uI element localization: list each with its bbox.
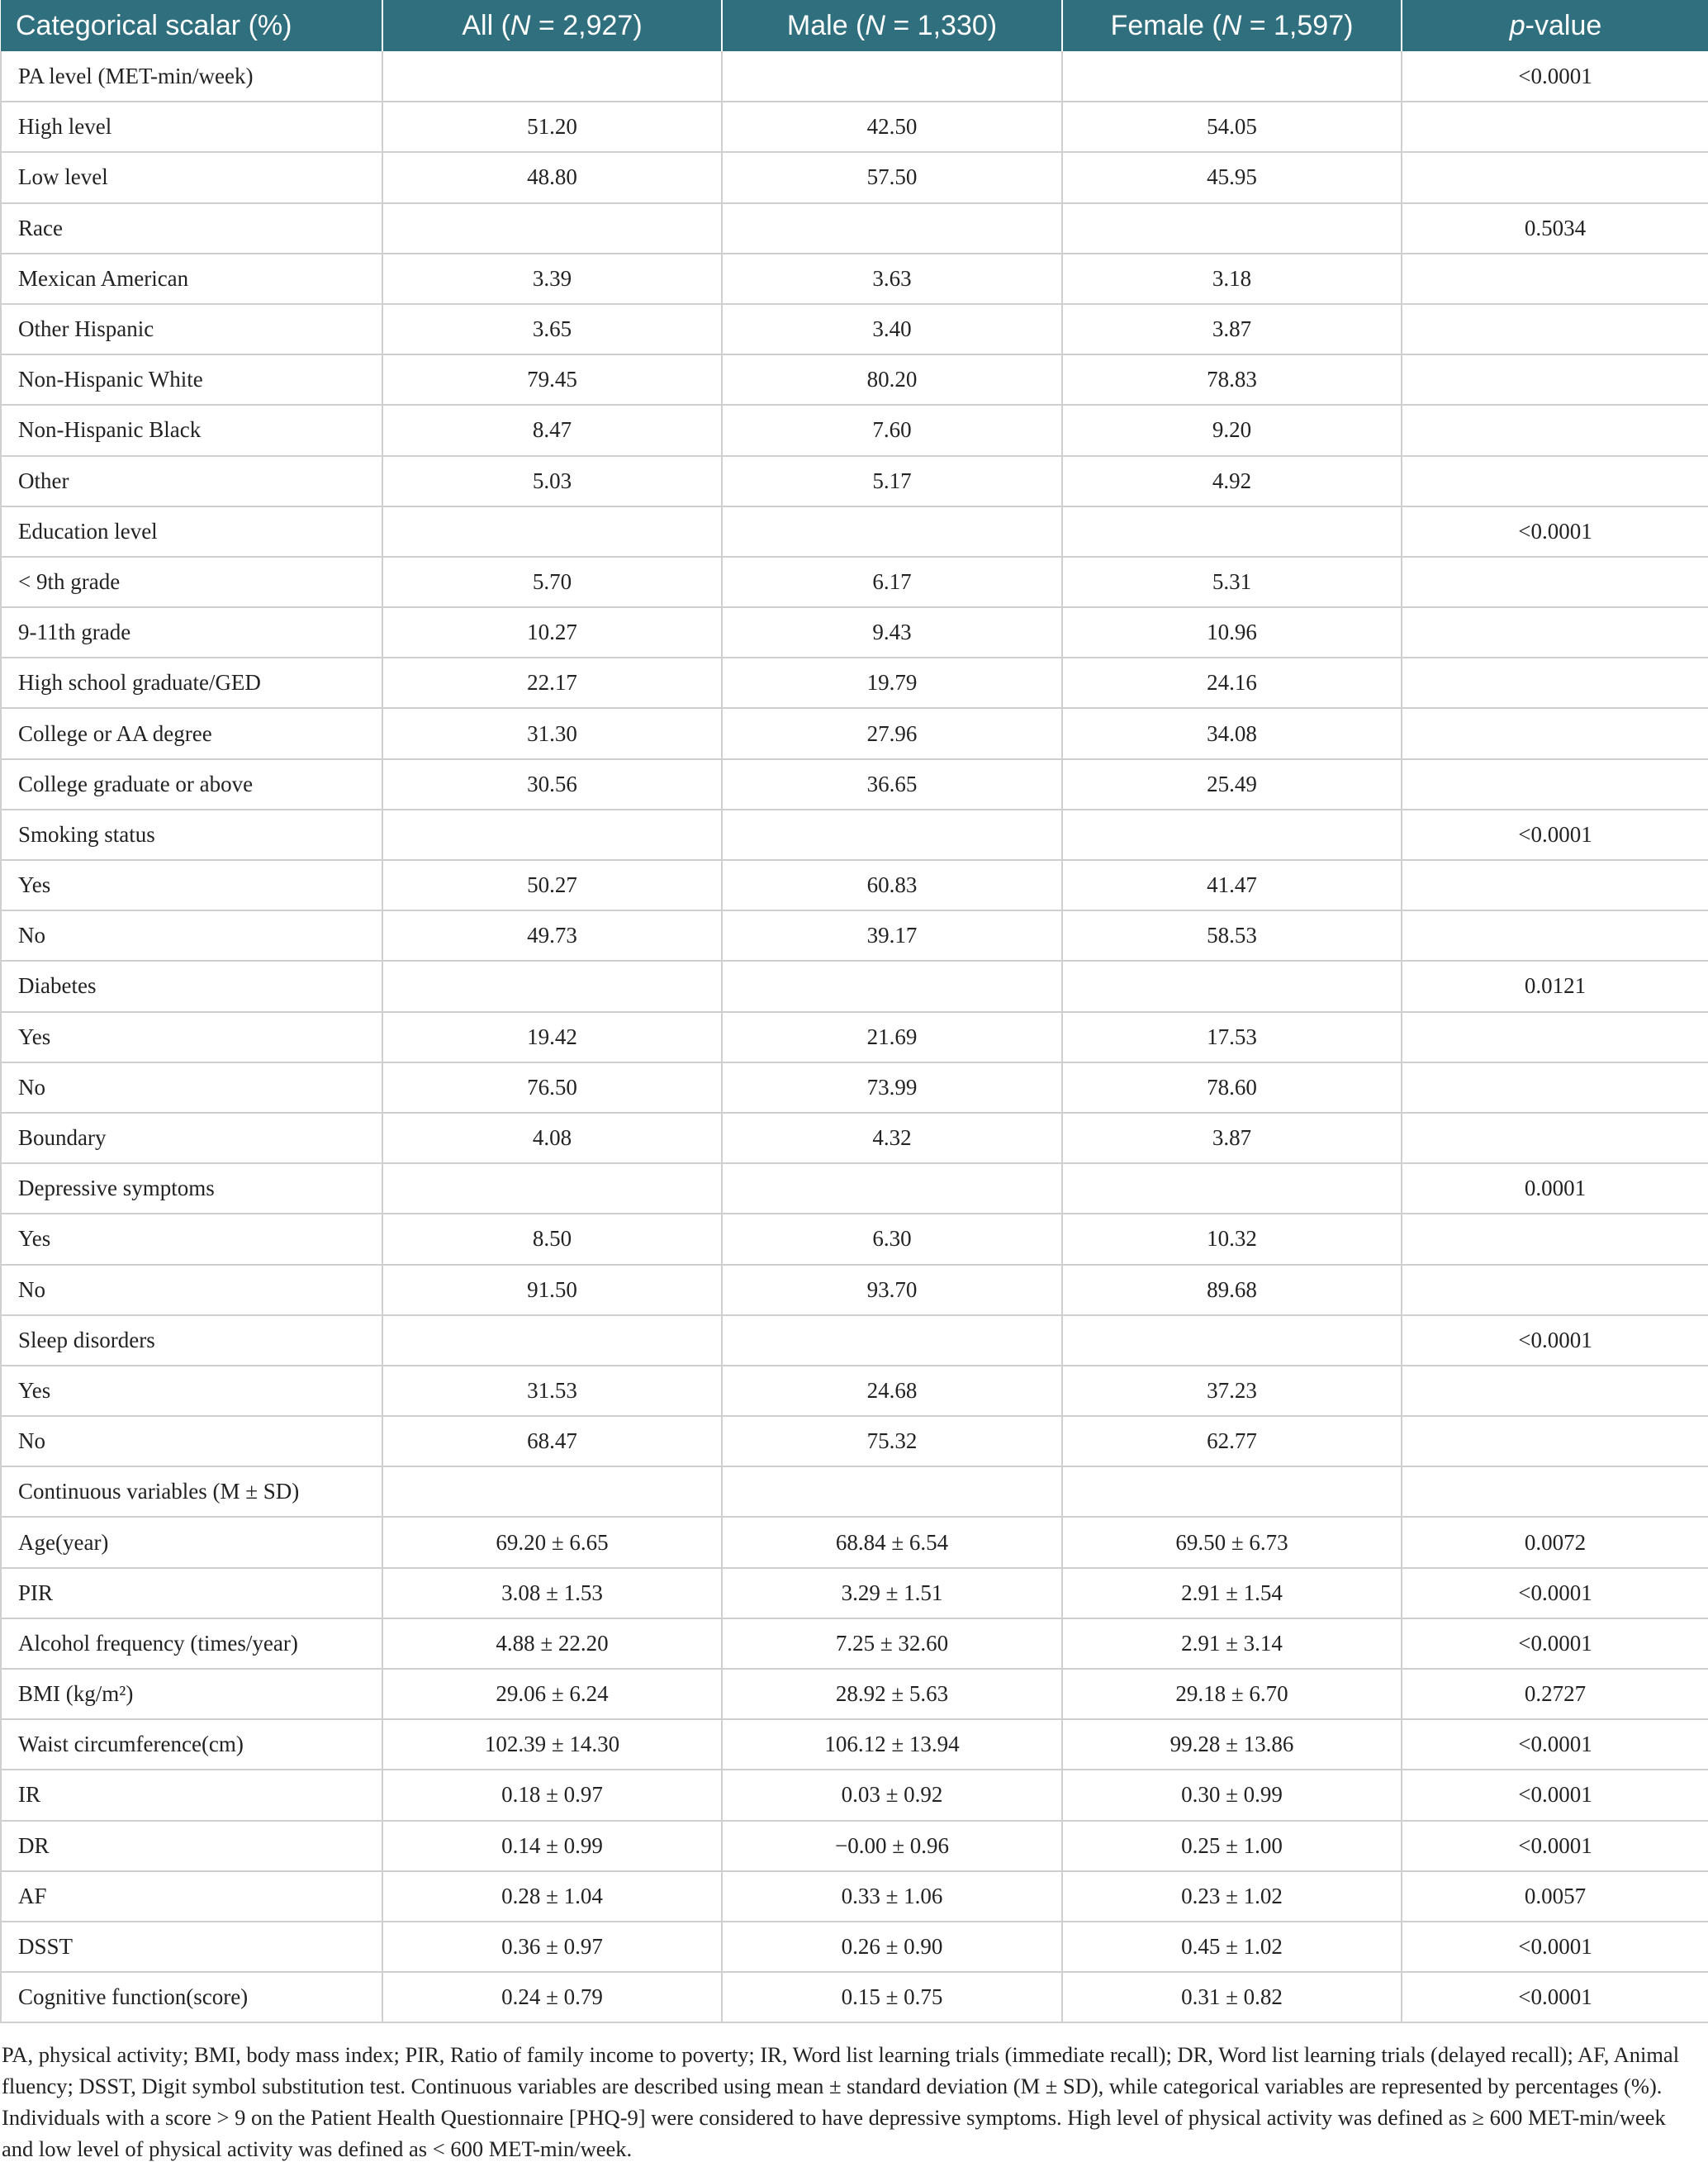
- cell-all: 8.47: [382, 405, 722, 455]
- cell-male: [722, 961, 1062, 1011]
- cell-p-value: [1402, 1113, 1708, 1163]
- cell-male: 3.40: [722, 304, 1062, 354]
- cell-male: 73.99: [722, 1062, 1062, 1113]
- cell-all: 69.20 ± 6.65: [382, 1517, 722, 1567]
- cell-male: 60.83: [722, 860, 1062, 910]
- row-label: No: [1, 1062, 382, 1113]
- table-row: [1, 405, 1708, 455]
- cell-male: 24.68: [722, 1366, 1062, 1416]
- table-row: [1, 1922, 1708, 1972]
- cell-all: [382, 1315, 722, 1366]
- row-label: Cognitive function(score): [1, 1972, 382, 2022]
- cell-all: 0.18 ± 0.97: [382, 1770, 722, 1820]
- cell-male: 7.60: [722, 405, 1062, 455]
- cell-female: 9.20: [1062, 405, 1402, 455]
- cell-female: 34.08: [1062, 708, 1402, 758]
- row-label: Alcohol frequency (times/year): [1, 1618, 382, 1669]
- table-row: [1, 1821, 1708, 1871]
- cell-female: 3.87: [1062, 304, 1402, 354]
- cell-p-value: 0.0001: [1402, 1163, 1708, 1214]
- row-label: College graduate or above: [1, 759, 382, 810]
- cell-all: 3.39: [382, 254, 722, 304]
- cell-male: 39.17: [722, 910, 1062, 961]
- cell-all: [382, 810, 722, 860]
- cell-p-value: <0.0001: [1402, 1972, 1708, 2022]
- table-row: [1, 1062, 1708, 1113]
- cell-female: 78.83: [1062, 354, 1402, 405]
- cell-all: 5.70: [382, 557, 722, 607]
- cell-male: [722, 1466, 1062, 1517]
- cell-male: [722, 51, 1062, 102]
- cell-all: 10.27: [382, 607, 722, 658]
- table-row: [1, 1517, 1708, 1567]
- cell-p-value: 0.0057: [1402, 1871, 1708, 1922]
- table-row: [1, 810, 1708, 860]
- cell-male: 5.17: [722, 456, 1062, 506]
- cell-p-value: 0.2727: [1402, 1669, 1708, 1719]
- cell-p-value: 0.5034: [1402, 203, 1708, 254]
- cell-all: 4.08: [382, 1113, 722, 1163]
- row-label: IR: [1, 1770, 382, 1820]
- cell-all: [382, 961, 722, 1011]
- row-label: Non-Hispanic White: [1, 354, 382, 405]
- cell-p-value: <0.0001: [1402, 1315, 1708, 1366]
- cell-female: 5.31: [1062, 557, 1402, 607]
- row-label: Smoking status: [1, 810, 382, 860]
- cell-female: [1062, 506, 1402, 557]
- table-row: [1, 961, 1708, 1011]
- cell-p-value: [1402, 456, 1708, 506]
- table-row: [1, 1163, 1708, 1214]
- cell-p-value: [1402, 304, 1708, 354]
- row-label: Other: [1, 456, 382, 506]
- cell-female: 3.87: [1062, 1113, 1402, 1163]
- table-row: [1, 152, 1708, 202]
- cell-all: 0.36 ± 0.97: [382, 1922, 722, 1972]
- row-label: Diabetes: [1, 961, 382, 1011]
- cell-female: 10.96: [1062, 607, 1402, 658]
- cell-female: 25.49: [1062, 759, 1402, 810]
- table-row: [1, 759, 1708, 810]
- header-p-value: p-value: [1402, 0, 1708, 51]
- cell-female: 45.95: [1062, 152, 1402, 202]
- cell-all: 48.80: [382, 152, 722, 202]
- cell-p-value: <0.0001: [1402, 1821, 1708, 1871]
- cell-female: 58.53: [1062, 910, 1402, 961]
- cell-male: [722, 203, 1062, 254]
- cell-female: 0.31 ± 0.82: [1062, 1972, 1402, 2022]
- cell-female: 4.92: [1062, 456, 1402, 506]
- table-row: [1, 203, 1708, 254]
- cell-all: 79.45: [382, 354, 722, 405]
- cell-female: 62.77: [1062, 1416, 1402, 1466]
- cell-male: 3.29 ± 1.51: [722, 1568, 1062, 1618]
- cell-all: 31.53: [382, 1366, 722, 1416]
- row-label: 9-11th grade: [1, 607, 382, 658]
- row-label: Yes: [1, 1366, 382, 1416]
- cell-p-value: [1402, 658, 1708, 708]
- cell-p-value: 0.0121: [1402, 961, 1708, 1011]
- cell-p-value: [1402, 1214, 1708, 1264]
- row-label: Education level: [1, 506, 382, 557]
- cell-male: 21.69: [722, 1012, 1062, 1062]
- row-label: Age(year): [1, 1517, 382, 1567]
- table-row: [1, 1568, 1708, 1618]
- cell-all: [382, 1163, 722, 1214]
- cell-female: 69.50 ± 6.73: [1062, 1517, 1402, 1567]
- cell-all: 4.88 ± 22.20: [382, 1618, 722, 1669]
- cell-female: [1062, 961, 1402, 1011]
- cell-p-value: <0.0001: [1402, 1922, 1708, 1972]
- row-label: Waist circumference(cm): [1, 1719, 382, 1770]
- cell-male: 9.43: [722, 607, 1062, 658]
- cell-female: [1062, 203, 1402, 254]
- cell-all: 49.73: [382, 910, 722, 961]
- cell-female: 41.47: [1062, 860, 1402, 910]
- header-male: Male (N = 1,330): [722, 0, 1062, 51]
- cell-all: 3.08 ± 1.53: [382, 1568, 722, 1618]
- row-label: AF: [1, 1871, 382, 1922]
- row-label: Race: [1, 203, 382, 254]
- cell-male: 3.63: [722, 254, 1062, 304]
- cell-all: [382, 203, 722, 254]
- table-row: [1, 1618, 1708, 1669]
- cell-male: 57.50: [722, 152, 1062, 202]
- cell-p-value: <0.0001: [1402, 51, 1708, 102]
- row-label: High school graduate/GED: [1, 658, 382, 708]
- cell-female: 0.45 ± 1.02: [1062, 1922, 1402, 1972]
- table-row: [1, 860, 1708, 910]
- cell-female: 0.23 ± 1.02: [1062, 1871, 1402, 1922]
- row-label: Sleep disorders: [1, 1315, 382, 1366]
- cell-female: [1062, 1315, 1402, 1366]
- cell-female: 78.60: [1062, 1062, 1402, 1113]
- table-row: [1, 1113, 1708, 1163]
- cell-all: 102.39 ± 14.30: [382, 1719, 722, 1770]
- cell-male: 0.33 ± 1.06: [722, 1871, 1062, 1922]
- table-row: [1, 1416, 1708, 1466]
- cell-female: 29.18 ± 6.70: [1062, 1669, 1402, 1719]
- row-label: DR: [1, 1821, 382, 1871]
- header-categorical-scalar: Categorical scalar (%): [1, 0, 382, 51]
- table-row: [1, 1972, 1708, 2022]
- cell-female: 2.91 ± 1.54: [1062, 1568, 1402, 1618]
- cell-all: 3.65: [382, 304, 722, 354]
- row-label: No: [1, 1416, 382, 1466]
- row-label: Yes: [1, 1012, 382, 1062]
- table-row: [1, 456, 1708, 506]
- table-row: [1, 506, 1708, 557]
- cell-p-value: <0.0001: [1402, 506, 1708, 557]
- row-label: Low level: [1, 152, 382, 202]
- table-footnote: PA, physical activity; BMI, body mass index; PIR, Ratio of family income to poverty; IR, Word list learning trials (immediate recall); DR, Word list learning trials (delayed recall); AF, Animal fluency; DSST, Digit symbol substitution test. Continuous variables are described using mean ± standard deviation (M ± SD), while categorical variables are represented by percentages (%). Individuals with a score > 9 on the Patient Health Questionnaire [PHQ-9] were considered to have depressive symptoms. High level of physical activity was defined as ≥ 600 MET-min/week and low level of physical activity was defined as < 600 MET-min/week.: [2, 2042, 1680, 2161]
- cell-female: 17.53: [1062, 1012, 1402, 1062]
- cell-male: [722, 810, 1062, 860]
- cell-all: 0.24 ± 0.79: [382, 1972, 722, 2022]
- cell-p-value: <0.0001: [1402, 1770, 1708, 1820]
- cell-male: 75.32: [722, 1416, 1062, 1466]
- cell-female: 24.16: [1062, 658, 1402, 708]
- header-all: All (N = 2,927): [382, 0, 722, 51]
- row-label: Non-Hispanic Black: [1, 405, 382, 455]
- cell-p-value: [1402, 152, 1708, 202]
- cell-all: 50.27: [382, 860, 722, 910]
- row-label: < 9th grade: [1, 557, 382, 607]
- cell-p-value: 0.0072: [1402, 1517, 1708, 1567]
- cell-all: [382, 1466, 722, 1517]
- table-row: [1, 304, 1708, 354]
- cell-p-value: [1402, 405, 1708, 455]
- table-row: [1, 1871, 1708, 1922]
- table-row: [1, 1265, 1708, 1315]
- cell-p-value: <0.0001: [1402, 810, 1708, 860]
- cell-all: 0.14 ± 0.99: [382, 1821, 722, 1871]
- cell-all: 91.50: [382, 1265, 722, 1315]
- row-label: DSST: [1, 1922, 382, 1972]
- table-row: [1, 1719, 1708, 1770]
- cell-male: 0.03 ± 0.92: [722, 1770, 1062, 1820]
- row-label: Yes: [1, 1214, 382, 1264]
- cell-all: 29.06 ± 6.24: [382, 1669, 722, 1719]
- cell-all: 30.56: [382, 759, 722, 810]
- cell-p-value: [1402, 1366, 1708, 1416]
- cell-male: −0.00 ± 0.96: [722, 1821, 1062, 1871]
- row-label: BMI (kg/m²): [1, 1669, 382, 1719]
- table-row: [1, 102, 1708, 152]
- row-label: No: [1, 1265, 382, 1315]
- cell-male: 28.92 ± 5.63: [722, 1669, 1062, 1719]
- cell-male: 80.20: [722, 354, 1062, 405]
- cell-all: 68.47: [382, 1416, 722, 1466]
- cell-p-value: <0.0001: [1402, 1719, 1708, 1770]
- row-label: Mexican American: [1, 254, 382, 304]
- row-label: Yes: [1, 860, 382, 910]
- row-label: Depressive symptoms: [1, 1163, 382, 1214]
- cell-female: 89.68: [1062, 1265, 1402, 1315]
- cell-male: 36.65: [722, 759, 1062, 810]
- cell-male: 6.17: [722, 557, 1062, 607]
- cell-p-value: <0.0001: [1402, 1568, 1708, 1618]
- cell-p-value: [1402, 557, 1708, 607]
- table-row: [1, 1669, 1708, 1719]
- table-row: [1, 1770, 1708, 1820]
- row-label: No: [1, 910, 382, 961]
- cell-all: [382, 51, 722, 102]
- cell-all: 19.42: [382, 1012, 722, 1062]
- cell-female: 0.30 ± 0.99: [1062, 1770, 1402, 1820]
- cell-all: [382, 506, 722, 557]
- cell-male: [722, 506, 1062, 557]
- cell-all: 5.03: [382, 456, 722, 506]
- table-row: [1, 1012, 1708, 1062]
- cell-female: 99.28 ± 13.86: [1062, 1719, 1402, 1770]
- table-row: [1, 1466, 1708, 1517]
- cell-female: 2.91 ± 3.14: [1062, 1618, 1402, 1669]
- cell-p-value: [1402, 1062, 1708, 1113]
- cell-male: 19.79: [722, 658, 1062, 708]
- row-label: Continuous variables (M ± SD): [1, 1466, 382, 1517]
- cell-p-value: [1402, 708, 1708, 758]
- table-row: [1, 254, 1708, 304]
- cell-all: 31.30: [382, 708, 722, 758]
- row-label: Other Hispanic: [1, 304, 382, 354]
- row-label: Boundary: [1, 1113, 382, 1163]
- row-label: PA level (MET-min/week): [1, 51, 382, 102]
- cell-female: 3.18: [1062, 254, 1402, 304]
- header-row: [1, 0, 1708, 51]
- table-row: [1, 1214, 1708, 1264]
- cell-female: 37.23: [1062, 1366, 1402, 1416]
- cell-female: [1062, 51, 1402, 102]
- cell-male: 27.96: [722, 708, 1062, 758]
- table-row: [1, 658, 1708, 708]
- cell-p-value: [1402, 354, 1708, 405]
- cell-male: 68.84 ± 6.54: [722, 1517, 1062, 1567]
- cell-all: 76.50: [382, 1062, 722, 1113]
- row-label: College or AA degree: [1, 708, 382, 758]
- cell-male: [722, 1315, 1062, 1366]
- table-row: [1, 708, 1708, 758]
- cell-p-value: [1402, 607, 1708, 658]
- cell-female: [1062, 1466, 1402, 1517]
- cell-all: 51.20: [382, 102, 722, 152]
- cell-p-value: [1402, 759, 1708, 810]
- cell-p-value: [1402, 860, 1708, 910]
- cell-male: 6.30: [722, 1214, 1062, 1264]
- table-row: [1, 557, 1708, 607]
- cell-all: 22.17: [382, 658, 722, 708]
- cell-female: 10.32: [1062, 1214, 1402, 1264]
- cell-p-value: [1402, 1416, 1708, 1466]
- cell-p-value: [1402, 910, 1708, 961]
- table-row: [1, 51, 1708, 102]
- cell-p-value: [1402, 1012, 1708, 1062]
- table-body: [1, 51, 1708, 2022]
- cell-male: 0.15 ± 0.75: [722, 1972, 1062, 2022]
- cell-p-value: <0.0001: [1402, 1618, 1708, 1669]
- cell-female: 54.05: [1062, 102, 1402, 152]
- cell-p-value: [1402, 102, 1708, 152]
- cell-male: 7.25 ± 32.60: [722, 1618, 1062, 1669]
- cell-male: [722, 1163, 1062, 1214]
- cell-male: 4.32: [722, 1113, 1062, 1163]
- cell-all: 0.28 ± 1.04: [382, 1871, 722, 1922]
- cell-female: 0.25 ± 1.00: [1062, 1821, 1402, 1871]
- table-row: [1, 1315, 1708, 1366]
- table-row: [1, 354, 1708, 405]
- cell-female: [1062, 1163, 1402, 1214]
- row-label: High level: [1, 102, 382, 152]
- header-female: Female (N = 1,597): [1062, 0, 1402, 51]
- cell-all: 8.50: [382, 1214, 722, 1264]
- table-row: [1, 607, 1708, 658]
- cell-female: [1062, 810, 1402, 860]
- cell-male: 93.70: [722, 1265, 1062, 1315]
- cell-male: 42.50: [722, 102, 1062, 152]
- table-row: [1, 1366, 1708, 1416]
- table-header: [1, 0, 1708, 51]
- cell-p-value: [1402, 1466, 1708, 1517]
- cell-male: 0.26 ± 0.90: [722, 1922, 1062, 1972]
- row-label: PIR: [1, 1568, 382, 1618]
- cell-p-value: [1402, 1265, 1708, 1315]
- cell-male: 106.12 ± 13.94: [722, 1719, 1062, 1770]
- cell-p-value: [1402, 254, 1708, 304]
- table-row: [1, 910, 1708, 961]
